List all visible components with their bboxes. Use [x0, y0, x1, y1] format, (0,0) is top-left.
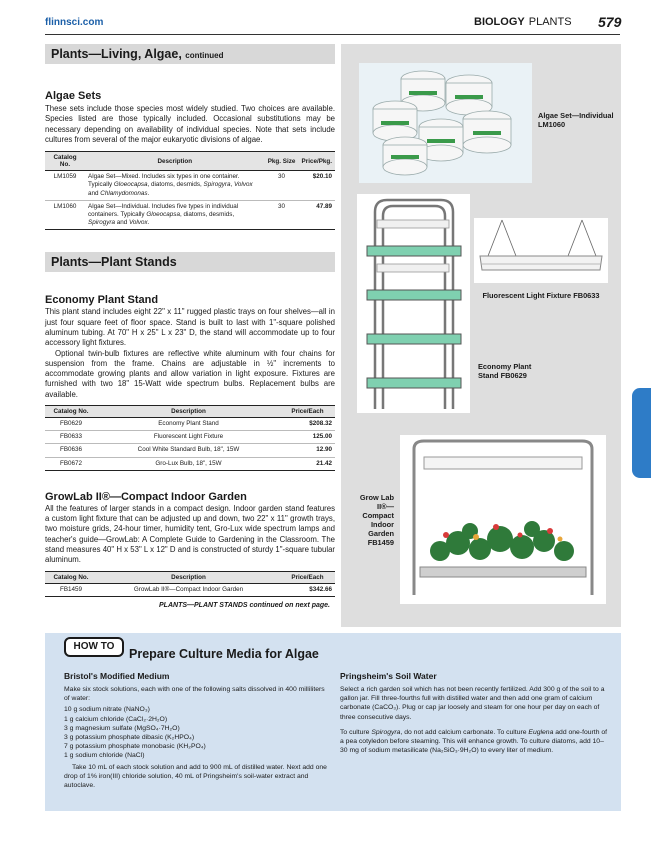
col-header: Pkg. Size — [265, 152, 299, 171]
howto-badge: HOW TO — [64, 637, 124, 657]
col-header: Price/Each — [280, 406, 335, 418]
product-title-growlab: GrowLab II®—Compact Indoor Garden — [45, 490, 247, 503]
product-description: All the features of larger stands in a compact design. Indoor garden stand features a custom light fixture that can be adjusted up and down, two 22" x 11" growth trays, two moisture grids, 24-hour timer, humidity tent, Gro-Lux wide spectrum lamps and teacher's guide—GrowLab: A Complete Guide to Gardening in the Classroom. The stand measures 40" H x 53" L x 12" D and is constructed of sturdy 1"-square tubular aluminum. — [45, 503, 335, 565]
col-header: Catalog No. — [45, 571, 97, 583]
algae-jars-illustration — [359, 63, 532, 183]
catalog-table-algae — [45, 151, 335, 230]
list-item: 3 g magnesium sulfate (MgSO₄·7H₂O) — [64, 724, 180, 732]
product-description: This plant stand includes eight 22" x 11" rugged plastic trays on four shelves—all in just four square feet of floor space. Stand is built to last with 1"-square polished aluminum tubing. At 70" H x 25" L x 23" D, the stand will accommodate up to four accessory light fixtures. — [45, 307, 335, 348]
bristol-section — [64, 671, 330, 790]
section-title: Plants—Plant Stands — [51, 255, 177, 270]
salt-list — [64, 705, 330, 760]
site-url[interactable]: flinnsci.com — [45, 17, 104, 28]
price: $20.10 — [299, 171, 335, 201]
caption-algae-set: Algae Set—Individual LM1060 — [538, 111, 614, 129]
col-header: Description — [85, 152, 265, 171]
price: 12.90 — [280, 444, 335, 457]
col-header: Catalog No. — [45, 406, 97, 418]
table-row — [45, 457, 335, 470]
col-header: Description — [97, 571, 280, 583]
table-row — [45, 418, 335, 431]
col-header: Price/Each — [280, 571, 335, 583]
list-item: 3 g potassium phosphate dibasic (K₂HPO₄) — [64, 734, 195, 742]
growlab-illustration — [400, 435, 606, 604]
price: 47.89 — [299, 200, 335, 230]
caption-fixture: Fluorescent Light Fixture FB0633 — [482, 291, 600, 300]
section-bar-plant-stands — [45, 252, 335, 272]
fixture-illustration — [474, 218, 608, 283]
page-category — [474, 16, 572, 28]
product-title-economy-stand: Economy Plant Stand — [45, 294, 159, 307]
bristol-outro: Take 10 mL of each stock solution and add to 900 mL of distilled water. Next add one drop of 1% iron(III) chloride solution, 40 mL of Pringsheim's soil-water extract and autoclave. — [64, 763, 327, 790]
catalog-number: LM1059 — [45, 171, 85, 201]
continued-label: continued — [185, 51, 224, 60]
algae-set-image — [359, 63, 532, 183]
item-description: Cool White Standard Bulb, 18", 15W — [97, 444, 280, 457]
item-description: GrowLab II®—Compact Indoor Garden — [97, 583, 280, 596]
page-number: 579 — [598, 14, 622, 30]
catalog-table-plant-stands — [45, 405, 335, 471]
product-description: Optional twin-bulb fixtures are reflective white aluminum with four chains for suspension from the frame. Chains are adjustable in ½" increments to accommodate growing plants and allow variation in light exposure. Fixtures are furnished with two 18" 15-Watt wide spectrum bulbs. Replacement bulbs are available. — [45, 348, 335, 399]
pringsheim-para: To culture Spirogyra, do not add calcium carbonate. To culture Euglena add one-fourth of a pea cotyledon before steaming. This will enhance growth. To culture diatoms, add 10–30 mg of sodium metasilicate (Na₂SiO₃·9H₂O) to every liter of medium. — [340, 728, 608, 755]
price: $342.66 — [280, 583, 335, 596]
fluorescent-fixture-image — [474, 218, 608, 283]
growlab-image — [400, 435, 606, 604]
product-description: These sets include those species most widely studied. Two choices are available. Species listed are those typically included. Occasional substitutions may be necessary depending on availability of individual species. Note that sets include cultures from several of the major eukaryotic divisions of algae. — [45, 104, 335, 144]
plant-stand-illustration — [357, 194, 470, 413]
col-header: Catalog No. — [45, 152, 85, 171]
list-item: 1 g calcium chloride (CaCl₂·2H₂O) — [64, 715, 168, 723]
package-size: 30 — [265, 171, 299, 201]
list-item: 7 g potassium phosphate monobasic (KH₂PO₄) — [64, 743, 206, 751]
table-row — [45, 444, 335, 457]
economy-stand-image — [357, 194, 470, 413]
col-header: Price/Pkg. — [299, 152, 335, 171]
package-size: 30 — [265, 200, 299, 230]
item-description: Economy Plant Stand — [97, 418, 280, 431]
catalog-number: FB0636 — [45, 444, 97, 457]
item-description: Gro-Lux Bulb, 18", 15W — [97, 457, 280, 470]
pringsheim-para: Select a rich garden soil which has not been recently fertilized. Add 300 g of the soil to a gallon jar. Fill three-fourths full with distilled water and then add one gram of calcium carbonate (CaCO₃). Plug or cap jar loosely and steam for one hour per day on each of three consecutive days. — [340, 686, 605, 721]
table-row — [45, 583, 335, 596]
bristol-title: Bristol's Modified Medium — [64, 671, 170, 681]
left-column — [45, 44, 335, 597]
catalog-number: FB1459 — [45, 583, 97, 596]
table-row — [45, 171, 335, 201]
price: 21.42 — [280, 457, 335, 470]
col-header: Description — [97, 406, 280, 418]
section-tab — [632, 388, 651, 478]
catalog-table-growlab — [45, 571, 335, 597]
caption-growlab: Grow Lab II®— Compact Indoor Garden FB1459 — [359, 493, 394, 547]
product-title-algae-sets: Algae Sets — [45, 90, 102, 102]
item-description: Algae Set—Individual. Includes five types in individual containers. Typically Gloeocapsa, diatoms, desmids, Spirogyra and Volvox. — [85, 200, 265, 230]
list-item: 10 g sodium nitrate (NaNO₃) — [64, 706, 150, 714]
table-row — [45, 431, 335, 444]
subcategory-label: PLANTS — [528, 16, 572, 28]
pringsheim-title: Pringsheim's Soil Water — [340, 671, 437, 681]
price: 125.00 — [280, 431, 335, 444]
item-description: Algae Set—Mixed. Includes six types in one container. Typically Gloeocapsa, diatoms, desmids, Spirogyra, Volvox and Chlamydomonas. — [85, 171, 265, 201]
howto-title: Prepare Culture Media for Algae — [129, 647, 319, 661]
caption-economy-stand: Economy Plant Stand FB0629 — [478, 362, 532, 380]
continued-note: PLANTS—PLANT STANDS continued on next page. — [159, 602, 330, 609]
price: $208.32 — [280, 418, 335, 431]
bristol-intro: Make six stock solutions, each with one of the following salts dissolved in 400 milliliters of water: — [64, 686, 325, 703]
catalog-number: FB0672 — [45, 457, 97, 470]
catalog-number: LM1060 — [45, 200, 85, 230]
pringsheim-section — [340, 671, 608, 755]
section-bar-algae — [45, 44, 335, 64]
catalog-number: FB0633 — [45, 431, 97, 444]
section-title: Plants—Living, Algae, — [51, 47, 182, 61]
header-rule — [45, 34, 620, 35]
category-label: BIOLOGY — [474, 16, 525, 28]
item-description: Fluorescent Light Fixture — [97, 431, 280, 444]
table-row — [45, 200, 335, 230]
catalog-number: FB0629 — [45, 418, 97, 431]
list-item: 1 g sodium chloride (NaCl) — [64, 752, 145, 760]
